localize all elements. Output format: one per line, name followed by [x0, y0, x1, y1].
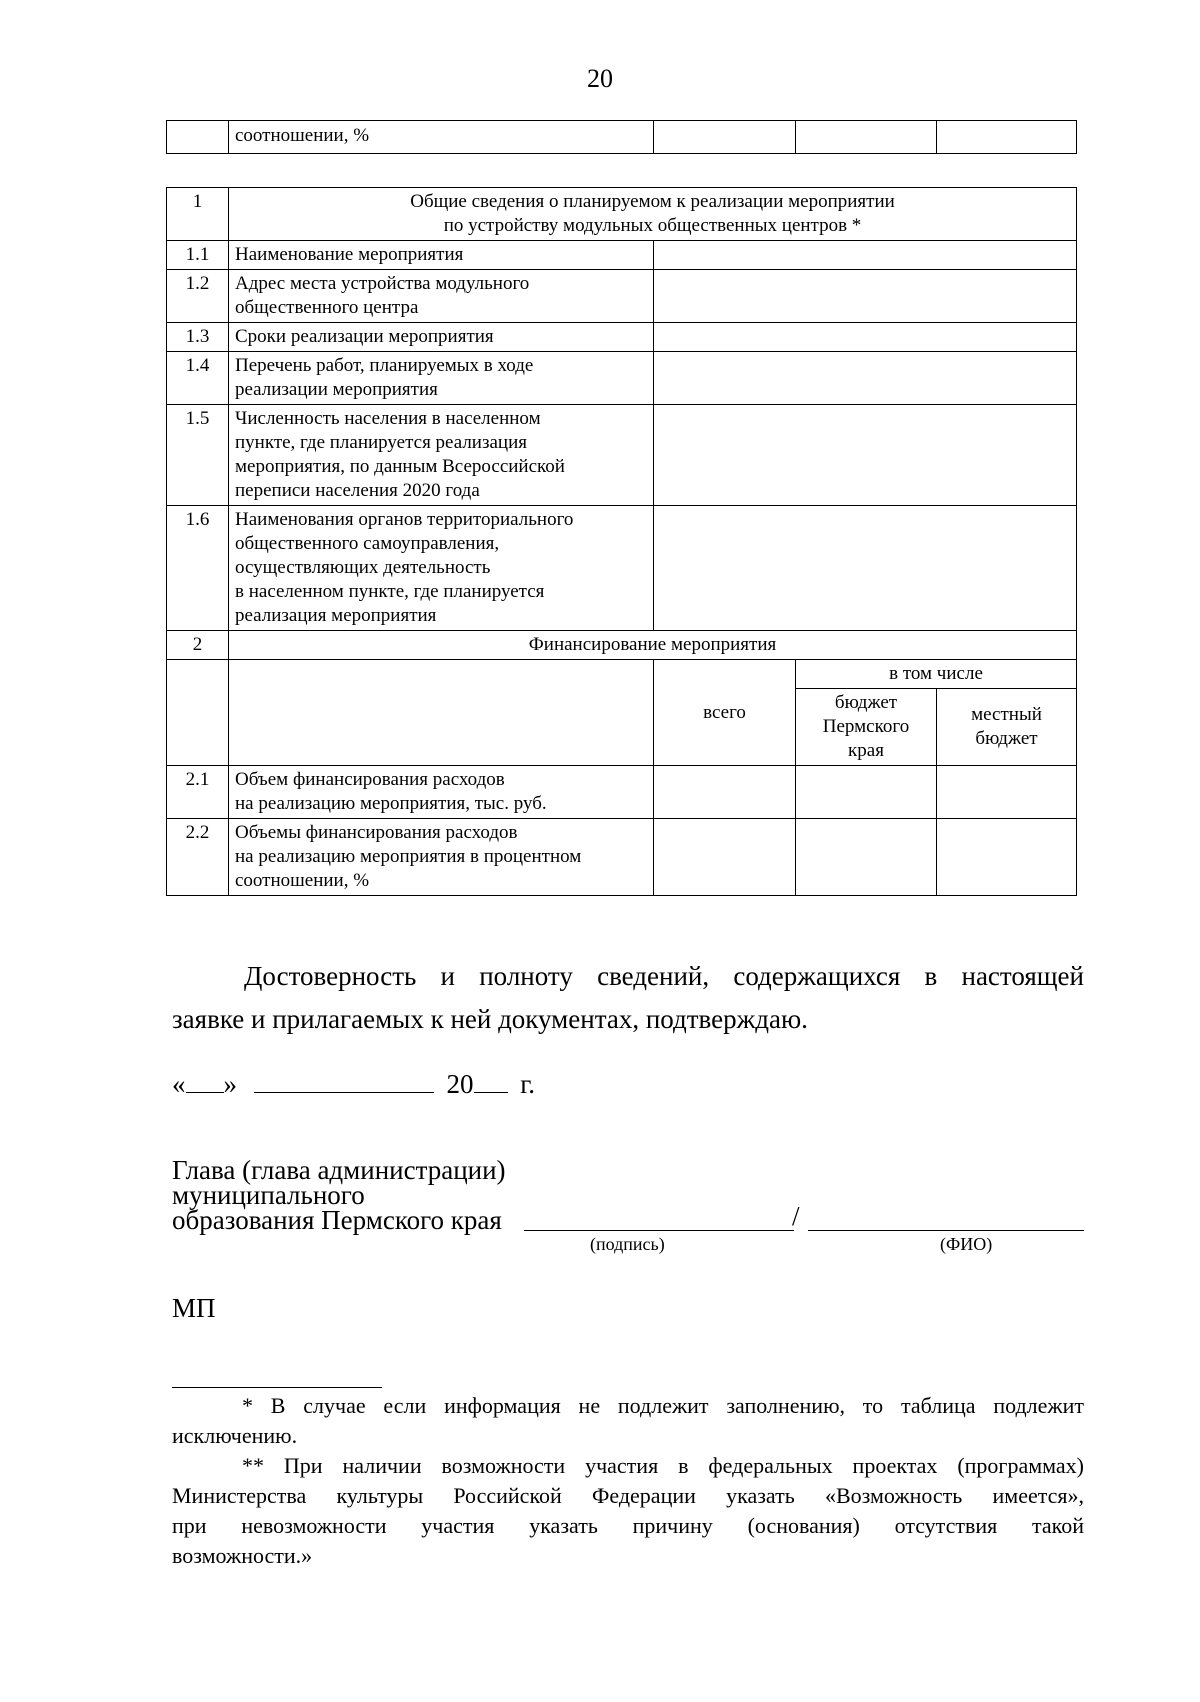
column-header-including: в том числе — [796, 660, 1077, 689]
table-row — [167, 405, 1077, 506]
signature-line — [524, 1230, 794, 1231]
table-cell — [167, 660, 229, 766]
table-cell — [937, 819, 1077, 896]
table-cell — [229, 660, 654, 766]
footnote-2 — [172, 1451, 1084, 1571]
signatory-title-line: Глава (глава администрации) — [172, 1155, 506, 1185]
section-number: 2 — [167, 631, 229, 660]
row-number: 1.3 — [167, 323, 229, 352]
row-number: 2.2 — [167, 819, 229, 896]
row-label-line: Объем финансирования расходов — [235, 769, 505, 790]
year-blank — [474, 1068, 508, 1093]
year-prefix: 20 — [446, 1069, 474, 1099]
table-cell — [796, 766, 937, 819]
confirmation-statement — [172, 955, 1084, 1041]
section-title-line: по устройству модульных общественных центров * — [443, 215, 862, 236]
row-number: 1.1 — [167, 241, 229, 270]
name-caption: (ФИО) — [940, 1234, 993, 1254]
section-header-row — [167, 188, 1077, 241]
footnote-1 — [172, 1391, 1084, 1451]
table-row — [167, 766, 1077, 819]
table-row — [167, 241, 1077, 270]
statement-line: заявке и прилагаемых к ней документах, подтверждаю. — [172, 1004, 808, 1034]
column-header-total: всего — [654, 660, 796, 766]
row-label: Сроки реализации мероприятия — [229, 323, 654, 352]
table-cell — [654, 766, 796, 819]
footnote-line: * В случае если информация не подлежит заполнению, то таблица подлежит — [242, 1393, 1084, 1418]
row-number: 1.2 — [167, 270, 229, 323]
row-label-line: Адрес места устройства модульного — [235, 273, 530, 294]
table-row — [167, 819, 1077, 896]
row-label — [229, 766, 654, 819]
row-label-line: Численность населения в населенном — [235, 408, 541, 429]
row-label — [229, 270, 654, 323]
row-label-line: реализации мероприятия — [235, 379, 438, 400]
section-number: 1 — [167, 188, 229, 241]
signature-caption: (подпись) — [590, 1234, 665, 1254]
row-number: 2.1 — [167, 766, 229, 819]
section-header-row — [167, 631, 1077, 660]
column-header-regional-budget — [796, 689, 937, 766]
table-cell: соотношении, % — [229, 121, 654, 154]
section-title — [229, 188, 1077, 241]
date-field — [172, 1068, 535, 1100]
row-label-line: на реализацию мероприятия, тыс. руб. — [235, 793, 547, 814]
header-line: Пермского — [822, 716, 910, 737]
signature-block — [172, 1155, 1084, 1254]
header-line: края — [848, 740, 884, 761]
row-label — [229, 819, 654, 896]
row-label-line: осуществляющих деятельность — [235, 557, 491, 578]
footnote-line: возможности.» — [172, 1543, 313, 1568]
row-label-line: Объемы финансирования расходов — [235, 822, 518, 843]
header-line: бюджет — [834, 692, 898, 713]
row-label — [229, 352, 654, 405]
table-cell — [937, 121, 1077, 154]
footnote-line: ** При наличии возможности участия в федеральных проектах (программах) — [242, 1453, 1084, 1478]
name-line — [808, 1230, 1084, 1231]
column-header-local-budget — [937, 689, 1077, 766]
footnote-divider — [172, 1387, 382, 1388]
footnote-line: при невозможности участия указать причину (основания) отсутствия такой — [172, 1513, 1084, 1538]
table-row — [167, 352, 1077, 405]
row-label-line: на реализацию мероприятия в процентном — [235, 846, 582, 867]
row-label-line: общественного центра — [235, 297, 419, 318]
row-number: 1.6 — [167, 506, 229, 631]
row-value — [654, 323, 1077, 352]
row-label-line: Наименования органов территориального — [235, 509, 574, 530]
page-number: 20 — [587, 64, 613, 93]
table-cell — [654, 819, 796, 896]
row-label-line: переписи населения 2020 года — [235, 480, 480, 501]
day-blank — [186, 1068, 224, 1093]
header-line: местный — [971, 704, 1042, 725]
statement-line: Достоверность и полноту сведений, содержащихся в настоящей — [244, 961, 1084, 991]
row-number: 1.4 — [167, 352, 229, 405]
month-blank — [254, 1068, 434, 1093]
row-label-line: реализация мероприятия — [235, 605, 437, 626]
header-line: бюджет — [975, 728, 1038, 749]
year-suffix: г. — [520, 1069, 536, 1099]
section-title: Финансирование мероприятия — [229, 631, 1077, 660]
table-cell — [796, 121, 937, 154]
row-value — [654, 241, 1077, 270]
seal-placeholder: МП — [172, 1293, 216, 1323]
signatory-title-line: образования Пермского края — [172, 1205, 502, 1235]
table-row — [167, 121, 1077, 154]
row-label-line: мероприятия, по данным Всероссийской — [235, 456, 565, 477]
header-row — [167, 660, 1077, 689]
row-label — [229, 405, 654, 506]
row-label: Наименование мероприятия — [229, 241, 654, 270]
table-row — [167, 323, 1077, 352]
row-value — [654, 405, 1077, 506]
table-cell — [796, 819, 937, 896]
row-label-line: соотношении, % — [235, 870, 370, 891]
row-label — [229, 506, 654, 631]
application-form-table — [166, 187, 1077, 896]
footnote-line: Министерства культуры Российской Федерации указать «Возможность имеется», — [172, 1483, 1084, 1508]
table-cell — [654, 121, 796, 154]
row-label-line: общественного самоуправления, — [235, 533, 500, 554]
date-quote-open: « — [172, 1069, 186, 1099]
section-title-line: Общие сведения о планируемом к реализации мероприятии — [410, 191, 895, 212]
row-number: 1.5 — [167, 405, 229, 506]
table-row — [167, 270, 1077, 323]
row-value — [654, 270, 1077, 323]
date-quote-close: » — [223, 1069, 237, 1099]
row-label-line: Перечень работ, планируемых в ходе — [235, 355, 534, 376]
table-row — [167, 506, 1077, 631]
footnote-line: исключению. — [172, 1423, 298, 1448]
signature-separator: / — [792, 1201, 800, 1231]
row-label-line: пункте, где планируется реализация — [235, 432, 527, 453]
continuation-table — [166, 120, 1077, 154]
row-value — [654, 352, 1077, 405]
table-cell — [167, 121, 229, 154]
signatory-title-line: муниципального — [172, 1180, 365, 1210]
row-label-line: в населенном пункте, где планируется — [235, 581, 545, 602]
table-cell — [937, 766, 1077, 819]
row-value — [654, 506, 1077, 631]
